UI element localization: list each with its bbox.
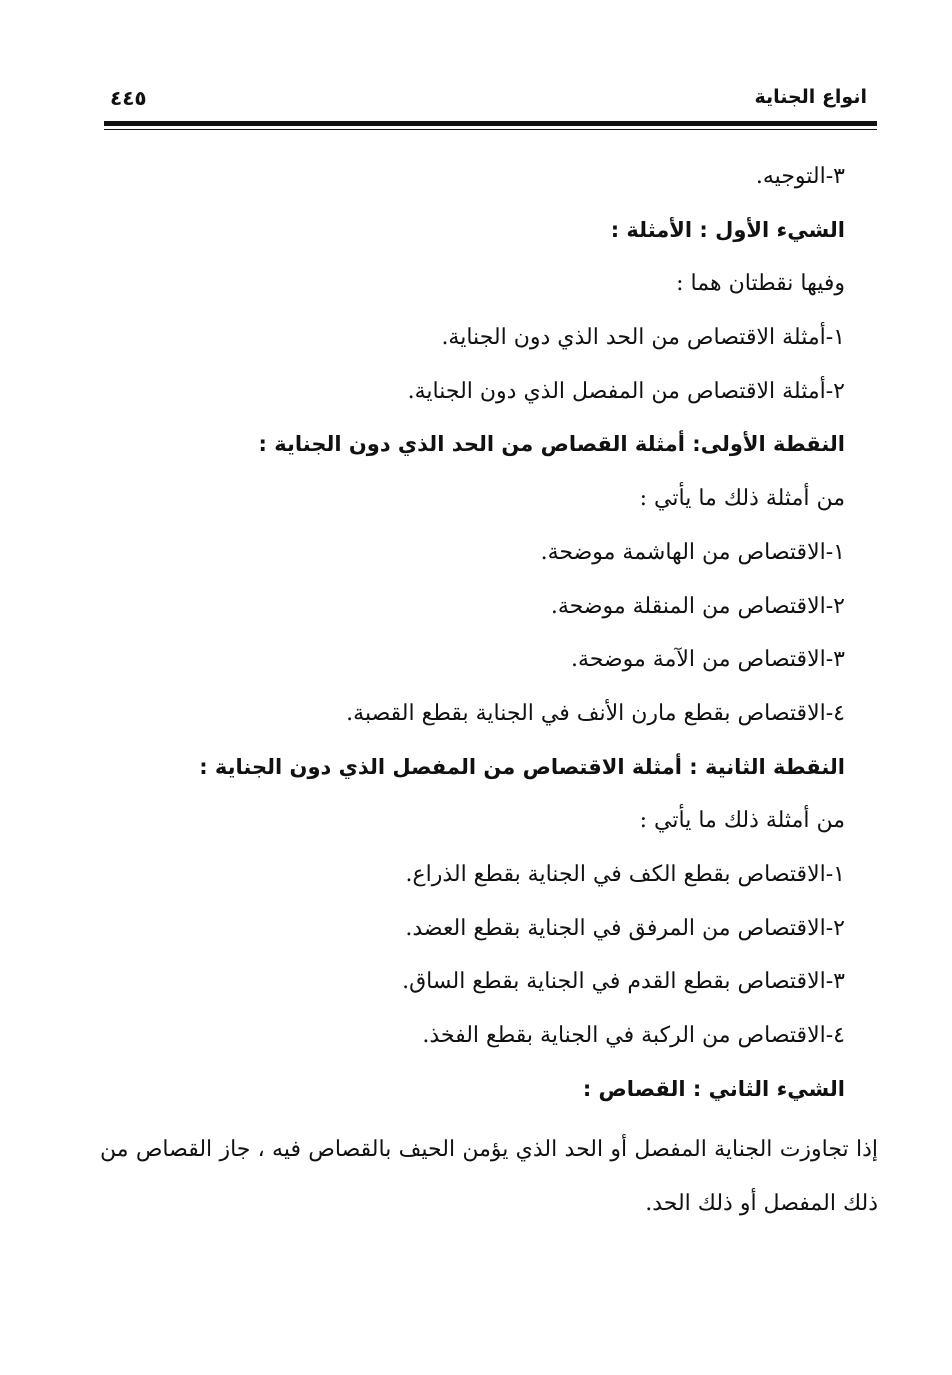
body-text: [100, 150, 845, 1116]
list-item: ٢-أمثلة الاقتصاص من المفصل الذي دون الجناية.: [407, 378, 845, 404]
chapter-title: انواع الجناية: [754, 86, 867, 108]
list-item: ١-الاقتصاص بقطع الكف في الجناية بقطع الذراع.: [405, 861, 845, 887]
section-heading: النقطة الأولى: أمثلة القصاص من الحد الذي دون الجناية :: [258, 432, 845, 457]
list-item: ٢-الاقتصاص من المنقلة موضحة.: [550, 593, 845, 619]
section-heading: الشيء الأول : الأمثلة :: [610, 217, 845, 242]
header-rule-thick: [104, 121, 877, 126]
running-header: [104, 82, 877, 122]
list-item: ٤-الاقتصاص بقطع مارن الأنف في الجناية بقطع القصبة.: [346, 700, 845, 726]
text-line: من أمثلة ذلك ما يأتي :: [639, 486, 845, 512]
list-item: ١-الاقتصاص من الهاشمة موضحة.: [540, 539, 845, 565]
section-heading: الشيء الثاني : القصاص :: [582, 1076, 845, 1101]
list-item: ٤-الاقتصاص من الركبة في الجناية بقطع الفخذ.: [422, 1023, 845, 1048]
section-heading: النقطة الثانية : أمثلة الاقتصاص من المفصل الذي دون الجناية :: [199, 754, 845, 779]
body-paragraph: إذا تجاوزت الجناية المفصل أو الحد الذي يؤمن الحيف بالقصاص فيه ، جاز القصاص من ذلك المفصل أو ذلك الحد.: [100, 1137, 878, 1216]
header-rule-thin: [104, 129, 877, 130]
text-line: من أمثلة ذلك ما يأتي :: [639, 808, 845, 834]
list-item: ٣-الاقتصاص بقطع القدم في الجناية بقطع الساق.: [402, 969, 845, 995]
list-item: ٢-الاقتصاص من المرفق في الجناية بقطع العضد.: [405, 915, 845, 941]
list-item: ٣-الاقتصاص من الآمة موضحة.: [570, 647, 845, 673]
page-number: ٤٤٥: [110, 86, 147, 110]
list-item: ١-أمثلة الاقتصاص من الحد الذي دون الجناية.: [441, 325, 845, 351]
text-line: وفيها نقطتان هما :: [676, 271, 845, 297]
text-line: ٣-التوجيه.: [755, 164, 845, 189]
